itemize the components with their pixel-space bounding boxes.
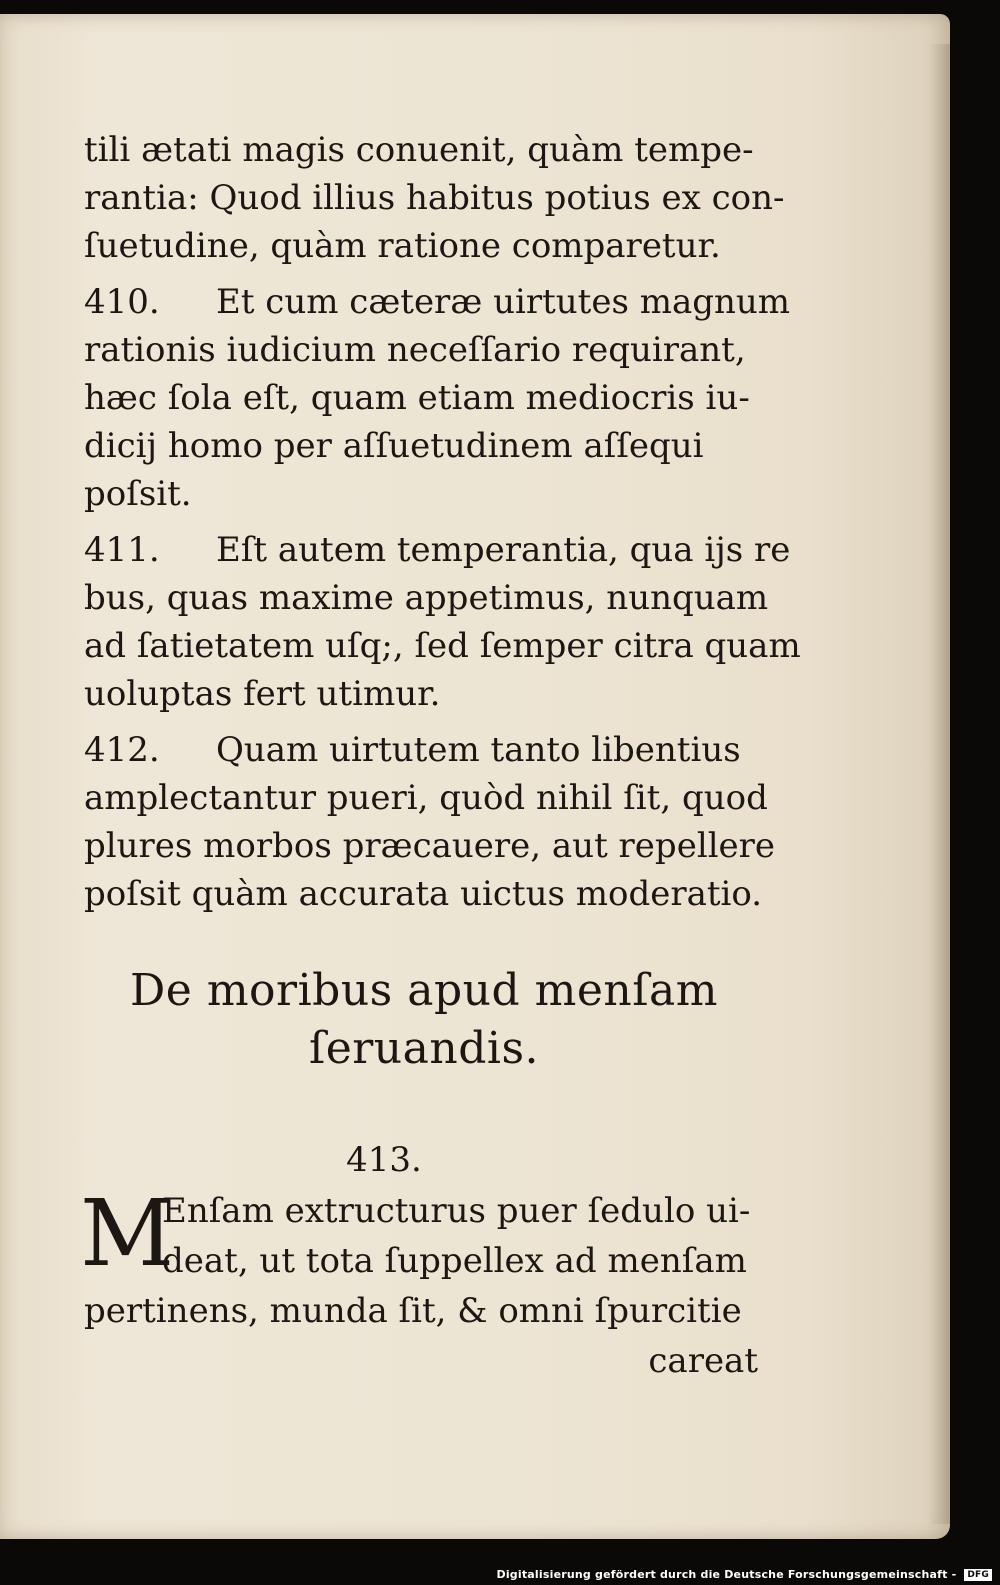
text-line: amplectantur pueri, quòd nihil ſit, quod <box>84 778 768 818</box>
section-number: 410. <box>84 282 160 322</box>
text-line: ad ſatietatem uſq;, ſed ſemper citra quam <box>84 626 801 666</box>
dfg-logo: DFG <box>964 1569 992 1581</box>
section-number: 411. <box>84 530 160 570</box>
text-line: ſuetudine, quàm ratione comparetur. <box>84 226 721 266</box>
credit-text: Digitalisierung gefördert durch die Deutsche Forschungsgemeinschaft - <box>496 1568 957 1581</box>
text-line: bus, quas maxime appetimus, nunquam <box>84 578 769 618</box>
text-line: tili ætati magis conuenit, quàm tempe- <box>84 130 754 170</box>
drop-capital: M <box>80 1180 175 1287</box>
heading-line: ſeruandis. <box>308 1023 540 1074</box>
page-text-block <box>80 126 801 1386</box>
text-line: poſsit quàm accurata uictus moderatio. <box>84 874 763 914</box>
digitization-credit <box>497 1568 993 1581</box>
text-line <box>84 726 764 774</box>
catchword: careat <box>648 1341 758 1381</box>
text-line: dicij homo per aſſuetudinem aſſequi <box>84 426 704 466</box>
text-line: plures morbos præcauere, aut repellere <box>84 826 776 866</box>
text-line <box>84 526 791 574</box>
text-line: pertinens, munda ſit, & omni ſpurcitie <box>84 1291 742 1331</box>
line-text: Eſt autem temperantia, qua ijs re <box>216 530 791 570</box>
heading-line: De moribus apud menſam <box>130 965 718 1016</box>
text-line <box>84 278 791 326</box>
text-line: rantia: Quod illius habitus potius ex con- <box>84 178 785 218</box>
section-number: 412. <box>84 730 160 770</box>
section-heading <box>84 962 764 1078</box>
text-line: poſsit. <box>84 474 192 514</box>
book-page <box>0 14 950 1539</box>
section-412 <box>84 726 776 918</box>
text-line: hæc ſola eſt, quam etiam mediocris iu- <box>84 378 750 418</box>
text-line: deat, ut tota ſuppellex ad menſam <box>162 1241 747 1281</box>
section-410 <box>84 278 791 518</box>
section-411 <box>84 526 801 718</box>
section-413-number: 413. <box>346 1140 422 1180</box>
text-line: Enſam extructurus puer ſedulo ui- <box>162 1191 751 1231</box>
line-text: Et cum cæteræ uirtutes magnum <box>216 282 791 322</box>
text-line: rationis iudicium neceſſario requirant, <box>84 330 746 370</box>
line-text: Quam uirtutem tanto libentius <box>216 730 741 770</box>
page-edge-shadow <box>928 44 950 1524</box>
text-line: uoluptas fert utimur. <box>84 674 441 714</box>
section-413 <box>80 1180 764 1336</box>
continuation-paragraph <box>84 126 785 270</box>
